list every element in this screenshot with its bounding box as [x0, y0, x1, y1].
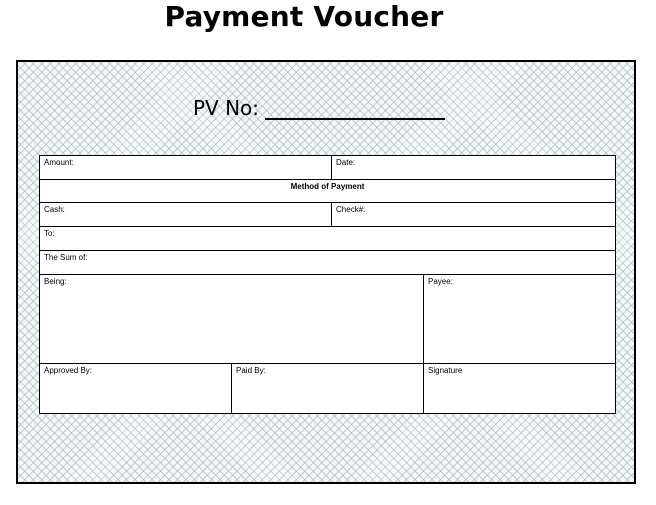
- approved-by-label: Approved By:: [44, 366, 93, 375]
- cash-field[interactable]: [40, 203, 332, 227]
- pv-number-row: [193, 96, 445, 120]
- method-of-payment-header: [40, 180, 616, 203]
- signature-label: Signature: [428, 366, 463, 375]
- to-field[interactable]: [40, 227, 616, 251]
- amount-label: Amount:: [44, 158, 74, 167]
- being-label: Being:: [44, 277, 67, 286]
- payee-label: Payee:: [428, 277, 453, 286]
- being-field[interactable]: [40, 275, 424, 364]
- payee-field[interactable]: [424, 275, 616, 364]
- check-label: Check#:: [336, 205, 366, 214]
- amount-field[interactable]: [40, 156, 332, 180]
- paid-by-label: Paid By:: [236, 366, 266, 375]
- date-label: Date:: [336, 158, 356, 167]
- to-label: To:: [44, 229, 55, 238]
- voucher-frame: [16, 60, 636, 484]
- voucher-form-table: [39, 155, 616, 414]
- date-field[interactable]: [332, 156, 616, 180]
- signature-field[interactable]: [424, 364, 616, 414]
- approved-by-field[interactable]: [40, 364, 232, 414]
- paid-by-field[interactable]: [232, 364, 424, 414]
- method-of-payment-label: Method of Payment: [290, 182, 365, 191]
- pv-number-label: PV No:: [193, 96, 260, 120]
- sum-label: The Sum of:: [44, 253, 88, 262]
- pv-number-field[interactable]: [265, 98, 445, 120]
- check-field[interactable]: [332, 203, 616, 227]
- sum-field[interactable]: [40, 251, 616, 275]
- cash-label: Cash:: [44, 205, 65, 214]
- page-title: Payment Voucher: [164, 0, 444, 33]
